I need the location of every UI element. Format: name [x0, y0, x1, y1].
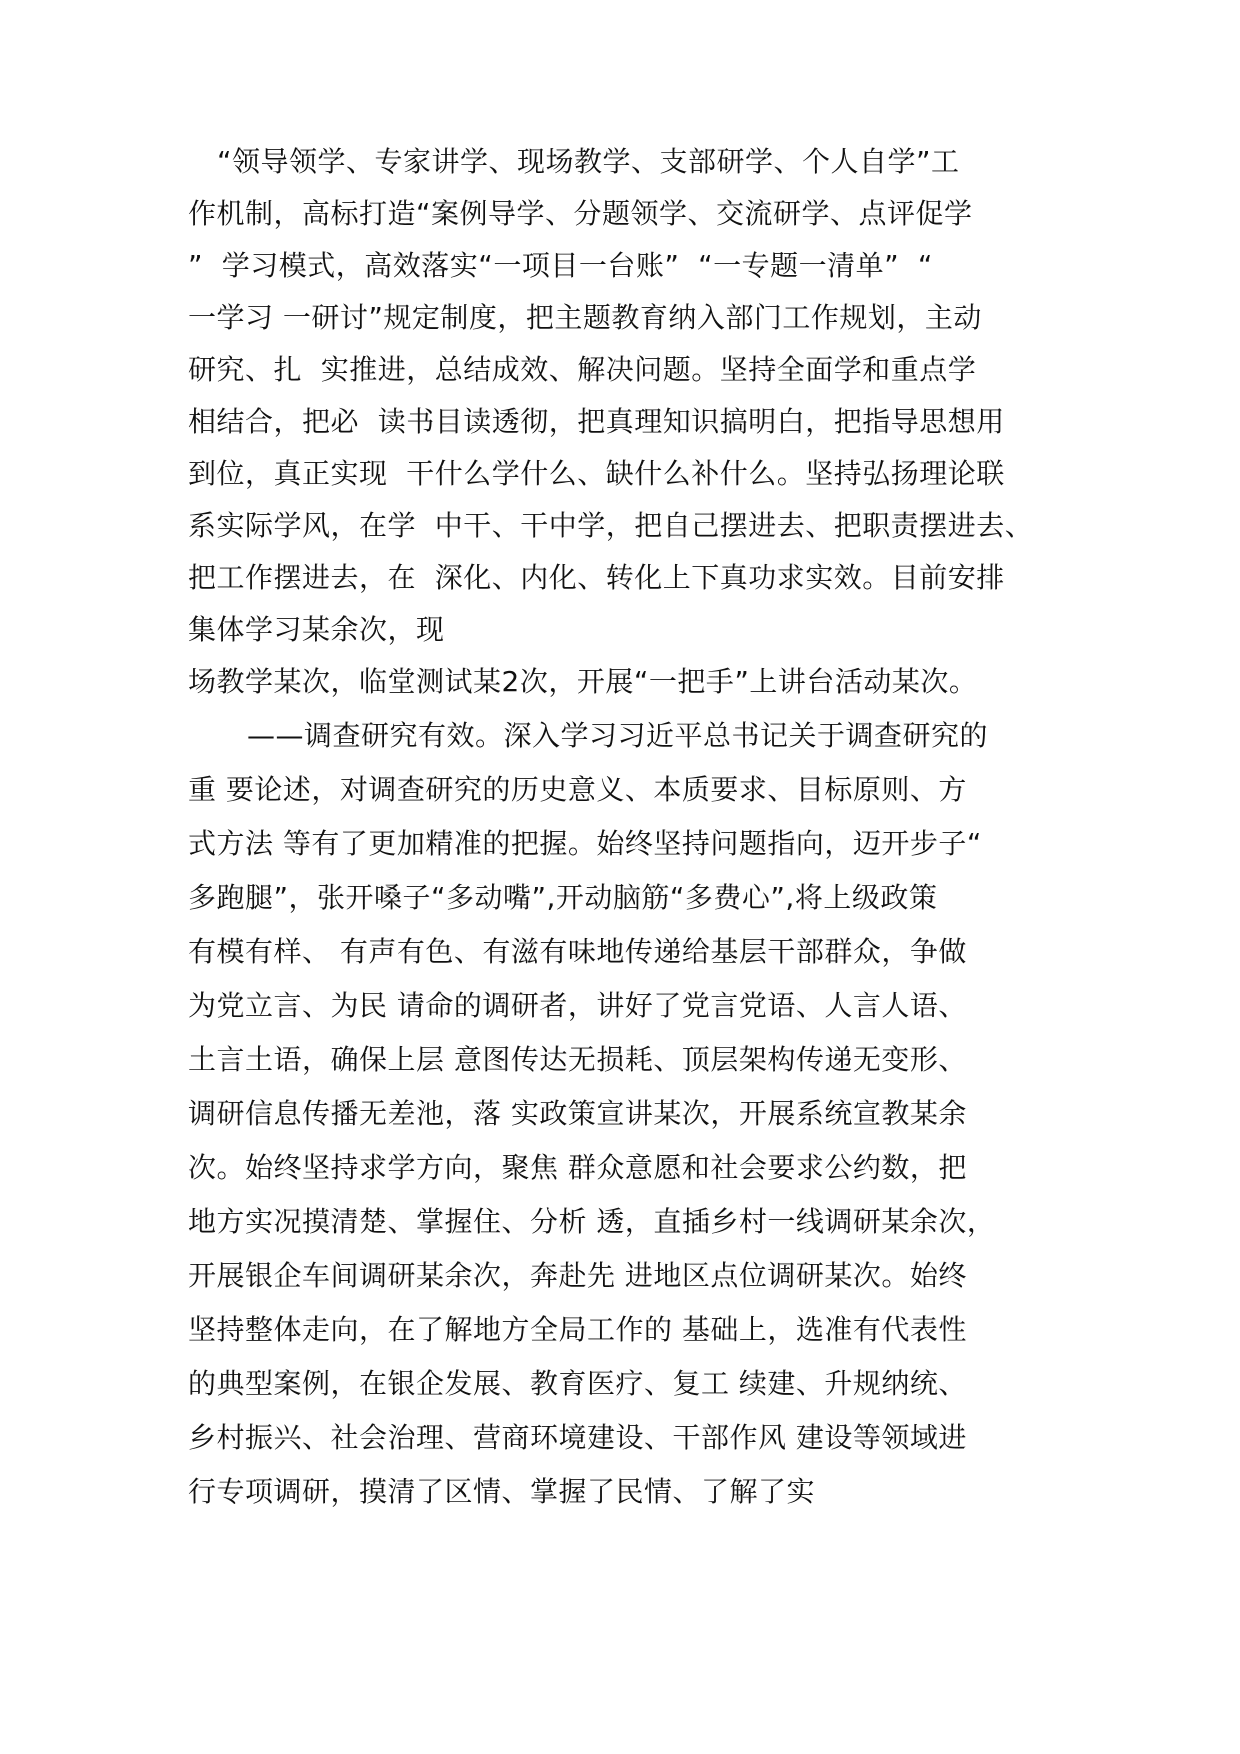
text-line-4: 一学习 一研讨”规定制度，把主题教育纳入部门工作规划，主动	[188, 301, 982, 334]
text-line-26: 行专项调研，摸清了区情、掌握了民情、了解了实	[188, 1475, 816, 1508]
text-line-5: 研究、扎 实推进，总结成效、解决问题。坚持全面学和重点学	[188, 353, 977, 386]
text-line-24: 的典型案例，在银企发展、教育医疗、复工 续建、升规纳统、	[188, 1367, 967, 1400]
text-line-13: 重 要论述，对调查研究的历史意义、本质要求、目标原则、方	[188, 773, 967, 806]
text-line-2: 作机制，高标打造“案例导学、分题领学、交流研学、点评促学	[188, 197, 973, 230]
text-line-6: 相结合，把必 读书目读透彻，把真理知识搞明白，把指导思想用	[188, 405, 1005, 438]
text-line-20: 次。始终坚持求学方向，聚焦 群众意愿和社会要求公约数，把	[188, 1151, 967, 1184]
text-line-18: 土言土语，确保上层 意图传达无损耗、顶层架构传递无变形、	[188, 1043, 967, 1076]
text-line-9: 把工作摆进去，在 深化、内化、转化上下真功求实效。目前安排	[188, 561, 1005, 594]
text-line-21: 地方实况摸清楚、掌握住、分析 透，直插乡村一线调研某余次，	[188, 1205, 996, 1238]
text-line-17: 为党立言、为民 请命的调研者，讲好了党言党语、人言人语、	[188, 989, 967, 1022]
text-line-8: 系实际学风，在学 中干、干中学，把自己摆进去、把职责摆进去、	[188, 509, 1034, 542]
text-line-3: ” 学习模式，高效落实“一项目一台账” “一专题一清单” “	[188, 249, 933, 282]
text-line-16: 有模有样、 有声有色、有滋有味地传递给基层干部群众，争做	[188, 935, 967, 968]
text-line-14: 式方法 等有了更加精准的把握。始终坚持问题指向，迈开步子“	[188, 827, 982, 860]
text-line-15: 多跑腿”，张开嗓子“多动嘴”,开动脑筋“多费心”,将上级政策	[188, 881, 938, 914]
text-line-25: 乡村振兴、社会治理、营商环境建设、干部作风 建设等领域进	[188, 1421, 967, 1454]
text-line-11: 场教学某次，临堂测试某2次，开展“一把手”上讲台活动某次。	[188, 665, 978, 698]
section-heading-line: ——调查研究有效。深入学习习近平总书记关于调查研究的	[247, 719, 989, 752]
text-line-19: 调研信息传播无差池，落 实政策宣讲某次，开展系统宣教某余	[188, 1097, 967, 1130]
text-line-10: 集体学习某余次，现	[188, 613, 445, 646]
text-line-22: 开展银企车间调研某余次，奔赴先 进地区点位调研某次。始终	[188, 1259, 967, 1292]
text-line-23: 坚持整体走向，在了解地方全局工作的 基础上，选准有代表性	[188, 1313, 967, 1346]
text-line-7: 到位，真正实现 干什么学什么、缺什么补什么。坚持弘扬理论联	[188, 457, 1005, 490]
text-line-1: “领导领学、专家讲学、现场教学、支部研学、个人自学”工	[217, 145, 960, 178]
